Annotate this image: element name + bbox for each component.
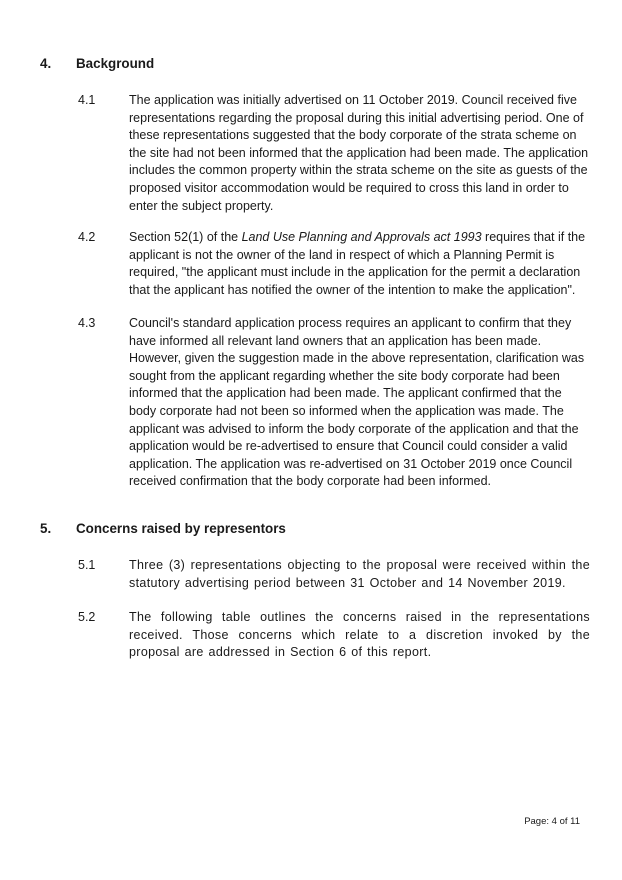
- section-4-heading: [40, 56, 154, 71]
- paragraph-4-2: [78, 229, 590, 299]
- paragraph-text: Council's standard application process requires an applicant to confirm that they have informed all relevant land owners that an application has been made. However, given the suggestion made in the above representation, clarification was sought from the applicant regarding whether the site body corporate had been informed that the application had been made. The applicant confirmed that the body corporate had not been so informed when the application was made. The applicant was advised to inform the body corporate of the application and that the application would be re-advertised to ensure that Council could consider a valid application. The application was re-advertised on 31 October 2019 once Council received confirmation that the body corporate had been informed.: [129, 316, 585, 489]
- paragraph-number: 5.2: [78, 610, 96, 624]
- paragraph-5-2: [78, 609, 590, 662]
- paragraph-text-end: requires that if the applicant is not the owner of the land in respect of which a Planning Permit is required, "the applicant must include in the application for the permit a declaration that the applicant has notified the owner of the intention to make the application".: [129, 230, 586, 297]
- paragraph-number: 4.3: [78, 316, 96, 330]
- paragraph-text-start: Section 52(1) of the: [129, 230, 242, 244]
- page-number: Page: 4 of 11: [524, 816, 580, 827]
- section-5-heading: [40, 521, 286, 536]
- act-title: Land Use Planning and Approvals act 1993: [241, 230, 482, 244]
- paragraph-text: Three (3) representations objecting to the proposal were received within the statutory advertising period between 31 October and 14 November 2019.: [129, 558, 590, 590]
- section-number: 5.: [40, 521, 52, 536]
- paragraph-5-1: [78, 557, 590, 592]
- paragraph-text: The following table outlines the concerns raised in the representations received. Those concerns which relate to a discretion invoked by the proposal are addressed in Section 6 of this report.: [129, 610, 590, 660]
- paragraph-4-3: [78, 315, 590, 491]
- paragraph-text: [129, 229, 590, 299]
- section-title: Background: [76, 56, 155, 71]
- paragraph-number: 4.2: [78, 230, 96, 244]
- section-title: Concerns raised by representors: [76, 521, 286, 536]
- paragraph-text: The application was initially advertised on 11 October 2019. Council received five representations regarding the proposal during this initial advertising period. One of these representations suggested that the body corporate of the strata scheme on the site had not been informed that the application had been made. The application includes the common property within the strata scheme on the site as guests of the proposed visitor accommodation would be required to cross this land in order to enter the subject property.: [129, 93, 589, 213]
- paragraph-number: 5.1: [78, 558, 96, 572]
- paragraph-number: 4.1: [78, 93, 96, 107]
- section-number: 4.: [40, 56, 52, 71]
- paragraph-4-1: [78, 92, 590, 215]
